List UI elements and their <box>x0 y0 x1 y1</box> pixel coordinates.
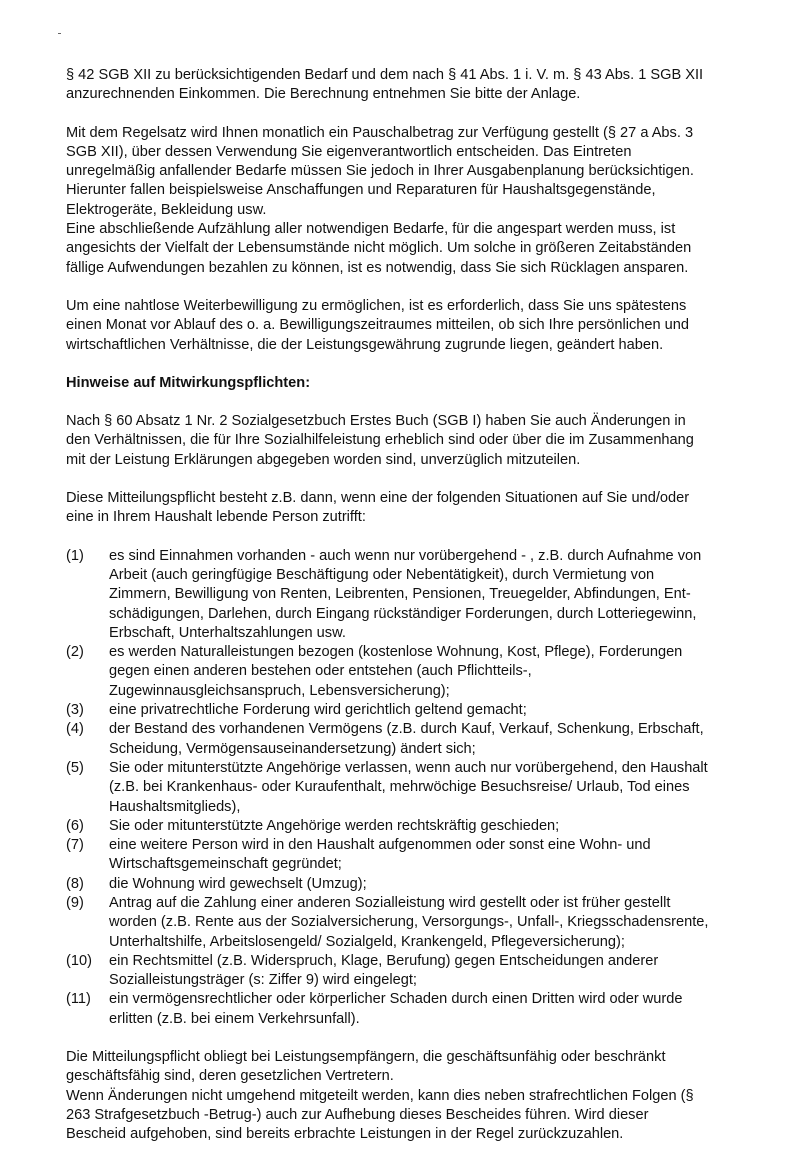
list-number: (7) <box>66 837 84 854</box>
list-number: (3) <box>66 702 84 719</box>
text-line: Antrag auf die Zahlung einer anderen Sozialleistung wird gestellt oder ist früher gestellt <box>109 894 671 911</box>
text-line: Um eine nahtlose Weiterbewilligung zu ermöglichen, ist es erforderlich, dass Sie uns spätestens <box>66 297 687 314</box>
list-item <box>66 836 756 875</box>
text-line: worden (z.B. Rente aus der Sozialversicherung, Versorgungs-, Unfall-, Kriegsschadensrente, <box>109 914 709 931</box>
text-line: SGB XII), über dessen Verwendung Sie eigenverantwortlich entscheiden. Das Eintreten <box>66 143 632 160</box>
text-line: eine weitere Person wird in den Haushalt aufgenommen oder sonst eine Wohn- und <box>109 837 651 854</box>
list-number: (11) <box>66 991 91 1008</box>
list-number: (8) <box>66 875 84 892</box>
text-line: den Verhältnissen, die für Ihre Sozialhilfeleistung erheblich sind oder über die im Zusammenhang <box>66 432 694 449</box>
section-heading: Hinweise auf Mitwirkungspflichten: <box>66 374 311 391</box>
text-line: Nach § 60 Absatz 1 Nr. 2 Sozialgesetzbuch Erstes Buch (SGB I) haben Sie auch Änderungen in <box>66 413 686 430</box>
text-line: geschäftsfähig sind, deren gesetzlichen Vertretern. <box>66 1068 394 1085</box>
list-number: (5) <box>66 759 84 776</box>
text-line: Die Mitteilungspflicht obliegt bei Leistungsempfängern, die geschäftsunfähig oder beschränkt <box>66 1049 666 1066</box>
text-line: Zugewinnausgleichsanspruch, Lebensversicherung); <box>109 682 450 699</box>
text-line: Wenn Änderungen nicht umgehend mitgeteilt werden, kann dies neben strafrechtlichen Folgen (§ <box>66 1087 694 1104</box>
situations-list <box>66 547 756 1029</box>
text-line: die Wohnung wird gewechselt (Umzug); <box>109 875 367 892</box>
text-line: eine in Ihrem Haushalt lebende Person zutrifft: <box>66 509 366 526</box>
scan-artifact <box>58 33 61 34</box>
text-line: Eine abschließende Aufzählung aller notwendigen Bedarfe, für die angespart werden muss, ist <box>66 221 676 238</box>
text-line: schädigungen, Darlehen, durch Eingang rückständiger Forderungen, durch Lotteriegewinn, <box>109 605 697 622</box>
text-line: wirtschaftlichen Verhältnisse, die der Leistungsgewährung zugrunde liegen, geändert haben. <box>66 336 664 353</box>
list-item <box>66 547 756 643</box>
text-line: § 42 SGB XII zu berücksichtigenden Bedarf und dem nach § 41 Abs. 1 i. V. m. § 43 Abs. 1 SGB XII <box>66 67 704 83</box>
text-line: ein Rechtsmittel (z.B. Widerspruch, Klage, Berufung) gegen Entscheidungen anderer <box>109 952 659 969</box>
text-line: Wirtschaftsgemeinschaft gegründet; <box>109 856 342 873</box>
list-number: (2) <box>66 644 84 661</box>
text-line: Hierunter fallen beispielsweise Anschaffungen und Reparaturen für Haushaltsgegenstände, <box>66 182 656 199</box>
text-line: einen Monat vor Ablauf des o. a. Bewilligungszeitraumes mitteilen, ob sich Ihre persönlichen und <box>66 317 690 334</box>
list-item <box>66 759 756 817</box>
list-item <box>66 720 756 759</box>
text-line: anzurechnenden Einkommen. Die Berechnung entnehmen Sie bitte der Anlage. <box>66 86 581 103</box>
text-line: fällige Aufwendungen bezahlen zu können, ist es notwendig, dass Sie sich Rücklagen ansparen. <box>66 259 689 276</box>
list-item <box>66 875 756 894</box>
text-line: Bescheid aufgehoben, sind bereits erbrachte Leistungen in der Regel zurückzuzahlen. <box>66 1126 624 1143</box>
text-line: Sozialleistungsträger (s: Ziffer 9) wird eingelegt; <box>109 972 417 989</box>
text-line: Unterhaltshilfe, Arbeitslosengeld/ Sozialgeld, Krankengeld, Pflegeversicherung); <box>109 933 625 950</box>
text-line: erlitten (z.B. bei einem Verkehrsunfall). <box>109 1010 360 1027</box>
document-page <box>66 66 756 1164</box>
list-item <box>66 701 756 720</box>
text-line: es werden Naturalleistungen bezogen (kostenlose Wohnung, Kost, Pflege), Forderungen <box>109 644 683 661</box>
list-item <box>66 990 756 1029</box>
list-item <box>66 643 756 701</box>
text-line: Haushaltsmitglieds), <box>109 798 241 815</box>
text-line: ein vermögensrechtlicher oder körperlicher Schaden durch einen Dritten wird oder wurde <box>109 991 683 1008</box>
list-number: (6) <box>66 817 84 834</box>
text-line: eine privatrechtliche Forderung wird gerichtlich geltend gemacht; <box>109 702 527 719</box>
text-line: mit der Leistung Erklärungen abgegeben worden sind, unverzüglich mitzuteilen. <box>66 451 581 468</box>
text-line: Mit dem Regelsatz wird Ihnen monatlich ein Pauschalbetrag zur Verfügung gestellt (§ 27 a Abs. 3 <box>66 124 694 141</box>
paragraph-duty-to-report <box>66 412 756 470</box>
list-number: (9) <box>66 894 84 911</box>
paragraph-list-intro <box>66 489 756 528</box>
text-line: 263 Strafgesetzbuch -Betrug-) auch zur Aufhebung dieses Bescheides führen. Wird dieser <box>66 1106 649 1123</box>
text-line: Elektrogeräte, Bekleidung usw. <box>66 201 267 218</box>
text-line: Arbeit (auch geringfügige Beschäftigung oder Nebentätigkeit), durch Vermietung von <box>109 566 655 583</box>
paragraph-needs-calculation <box>66 66 756 105</box>
list-item <box>66 894 756 952</box>
list-item <box>66 952 756 991</box>
list-item <box>66 817 756 836</box>
text-line: unregelmäßig anfallender Bedarfe müssen Sie jedoch in Ihrer Ausgabenplanung berücksichtigen. <box>66 163 694 180</box>
text-line: gegen einen anderen bestehen oder entstehen (auch Pflichtteils-, <box>109 663 532 680</box>
list-number: (10) <box>66 952 92 969</box>
text-line: der Bestand des vorhandenen Vermögens (z.B. durch Kauf, Verkauf, Schenkung, Erbschaft, <box>109 721 704 738</box>
text-line: angesichts der Vielfalt der Lebensumstände nicht möglich. Um solche in größeren Zeitabständen <box>66 240 692 257</box>
text-line: Sie oder mitunterstützte Angehörige werden rechtskräftig geschieden; <box>109 817 560 834</box>
text-line: Zimmern, Bewilligung von Renten, Leibrenten, Pensionen, Treuegelder, Abfindungen, Ent- <box>109 586 691 603</box>
paragraph-legal-consequences <box>66 1048 756 1144</box>
text-line: Diese Mitteilungspflicht besteht z.B. dann, wenn eine der folgenden Situationen auf Sie und/oder <box>66 490 690 507</box>
list-number: (4) <box>66 721 84 738</box>
paragraph-standard-rate <box>66 124 756 278</box>
text-line: Erbschaft, Unterhaltszahlungen usw. <box>109 624 346 641</box>
text-line: Sie oder mitunterstützte Angehörige verlassen, wenn auch nur vorübergehend, den Haushalt <box>109 759 708 776</box>
text-line: Scheidung, Vermögensauseinandersetzung) ändert sich; <box>109 740 476 757</box>
text-line: es sind Einnahmen vorhanden - auch wenn nur vorübergehend - , z.B. durch Aufnahme von <box>109 547 702 564</box>
text-line: (z.B. bei Krankenhaus- oder Kuraufenthalt, mehrwöchige Besuchsreise/ Urlaub, Tod eines <box>109 779 690 796</box>
list-number: (1) <box>66 547 84 564</box>
paragraph-continued-approval <box>66 297 756 355</box>
